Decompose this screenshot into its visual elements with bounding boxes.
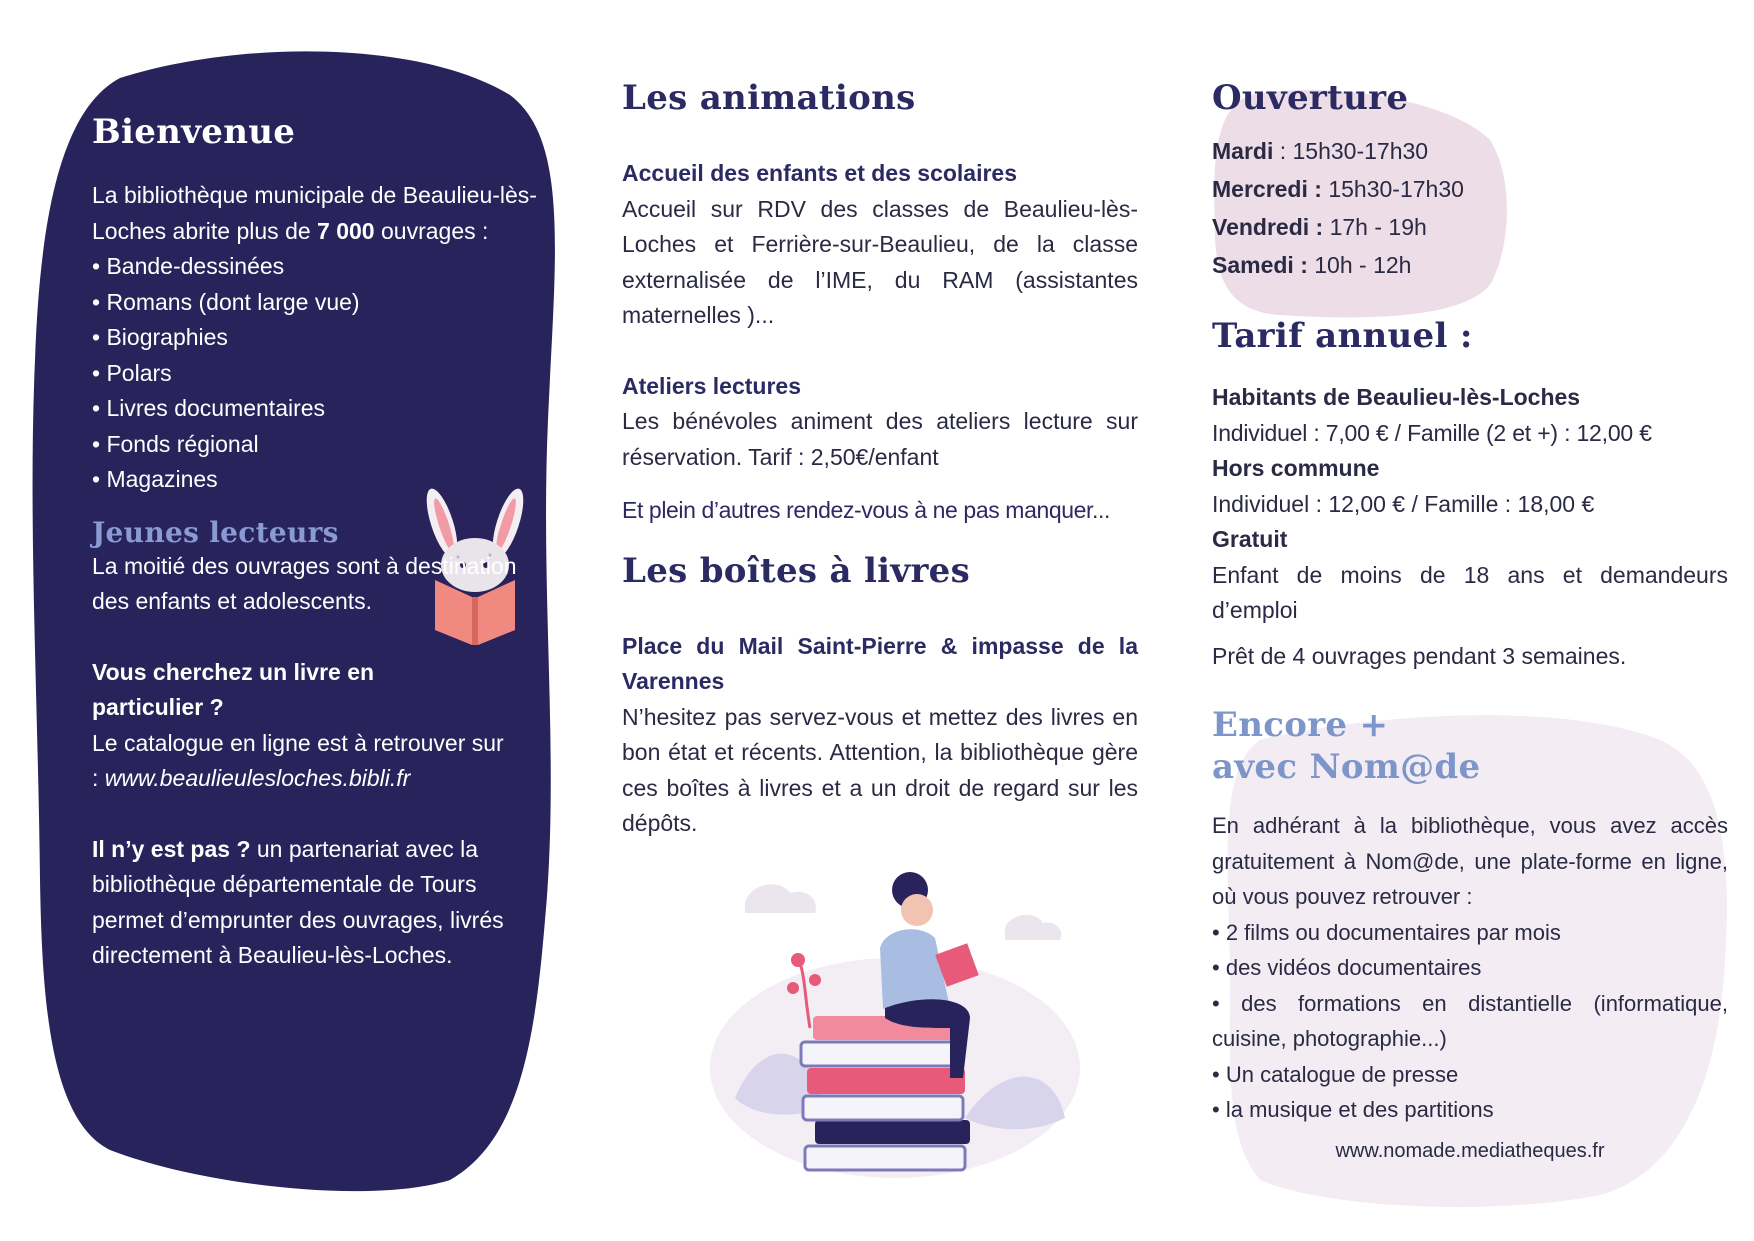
- list-item: • 2 films ou documentaires par mois: [1212, 915, 1728, 951]
- nomade-intro: En adhérant à la bibliothèque, vous avez accès gratuitement à Nom@de, une plate-forme en ligne, où vous pouvez retrouver :: [1212, 813, 1728, 909]
- search-text: Le catalogue en ligne est à retrouver sur : www.beaulieulesloches.bibli.fr: [92, 729, 504, 791]
- welcome-title: Bienvenue: [92, 112, 296, 152]
- hours-row: Samedi : 10h - 12h: [1212, 252, 1412, 278]
- welcome-children-subtitle: Accueil des enfants et des scolaires: [622, 160, 1018, 186]
- workshops-subtitle: Ateliers lectures: [622, 372, 801, 399]
- workshops-text: Les bénévoles animent des ateliers lecture sur réservation. Tarif : 2,50€/enfant: [622, 408, 1138, 470]
- residents-price: Individuel : 7,00 € / Famille (2 et +) : 12,00 €: [1212, 419, 1652, 446]
- loan-text: Prêt de 4 ouvrages pendant 3 semaines.: [1212, 642, 1627, 669]
- list-item: • des vidéos documentaires: [1212, 950, 1728, 986]
- catalog-link[interactable]: www.beaulieulesloches.bibli.fr: [104, 765, 411, 791]
- residents-subtitle: Habitants de Beaulieu-lès-Loches: [1212, 384, 1581, 410]
- list-item: • Bande-dessinées: [92, 249, 537, 285]
- list-item: • Polars: [92, 356, 537, 392]
- hours-row: Mardi : 15h30-17h30: [1212, 138, 1429, 164]
- hours-row: Vendredi : 17h - 19h: [1212, 214, 1427, 240]
- woman-reading-illustration: [705, 868, 1085, 1183]
- outside-subtitle: Hors commune: [1212, 455, 1380, 481]
- search-title: Vous cherchez un livre en particulier ?: [92, 658, 375, 720]
- nomade-link[interactable]: www.nomade.mediatheques.fr: [1335, 1139, 1605, 1162]
- more-events-text: Et plein d’autres rendez-vous à ne pas manquer...: [622, 497, 1110, 523]
- outside-price: Individuel : 12,00 € / Famille : 18,00 €: [1212, 490, 1595, 517]
- nomade-title: Encore + avec Nom@de: [1212, 705, 1481, 787]
- list-item: • des formations en distantielle (informatique, cuisine, photographie...): [1212, 986, 1728, 1057]
- welcome-intro: La bibliothèque municipale de Beaulieu-lès-Loches abrite plus de 7 000 ouvrages :: [92, 182, 537, 244]
- list-item: • la musique et des partitions: [1212, 1092, 1728, 1128]
- opening-hours: [1212, 132, 1728, 284]
- nomade-list: [1212, 915, 1728, 1128]
- opening-title: Ouverture: [1212, 78, 1409, 118]
- welcome-column: [92, 112, 537, 974]
- partnership-text: Il n’y est pas ? un partenariat avec la bibliothèque départementale de Tours permet d’emprunter des ouvrages, livrés directement à Beaulieu-lès-Loches.: [92, 835, 504, 968]
- info-column: [1212, 78, 1728, 1169]
- list-item: • Un catalogue de presse: [1212, 1057, 1728, 1093]
- hours-row: Mercredi : 15h30-17h30: [1212, 176, 1464, 202]
- list-item: • Fonds régional: [92, 427, 537, 463]
- welcome-children-text: Accueil sur RDV des classes de Beaulieu-lès-Loches et Ferrière-sur-Beaulieu, de la classe externalisée de l’IME, du RAM (assistantes maternelles )...: [622, 195, 1138, 328]
- list-item: • Livres documentaires: [92, 391, 537, 427]
- list-item: • Biographies: [92, 320, 537, 356]
- collection-list: [92, 249, 537, 498]
- list-item: • Magazines: [92, 462, 537, 498]
- free-text: Enfant de moins de 18 ans et demandeurs d’emploi: [1212, 561, 1728, 623]
- book-boxes-title: Les boîtes à livres: [622, 550, 971, 591]
- book-boxes-text: N’hesitez pas servez-vous et mettez des livres en bon état et récents. Attention, la bibliothèque gère ces boîtes à livres et a un droit de regard sur les dépôts.: [622, 703, 1138, 836]
- list-item: • Romans (dont large vue): [92, 285, 537, 321]
- animations-column: [622, 78, 1138, 842]
- animations-title: Les animations: [622, 78, 916, 118]
- young-readers-text: La moitié des ouvrages sont à destination des enfants et adolescents.: [92, 552, 517, 614]
- free-subtitle: Gratuit: [1212, 526, 1288, 552]
- book-boxes-subtitle: Place du Mail Saint-Pierre & impasse de la Varennes: [622, 632, 1138, 694]
- young-readers-title: Jeunes lecteurs: [92, 515, 339, 549]
- tarif-title: Tarif annuel :: [1212, 316, 1473, 356]
